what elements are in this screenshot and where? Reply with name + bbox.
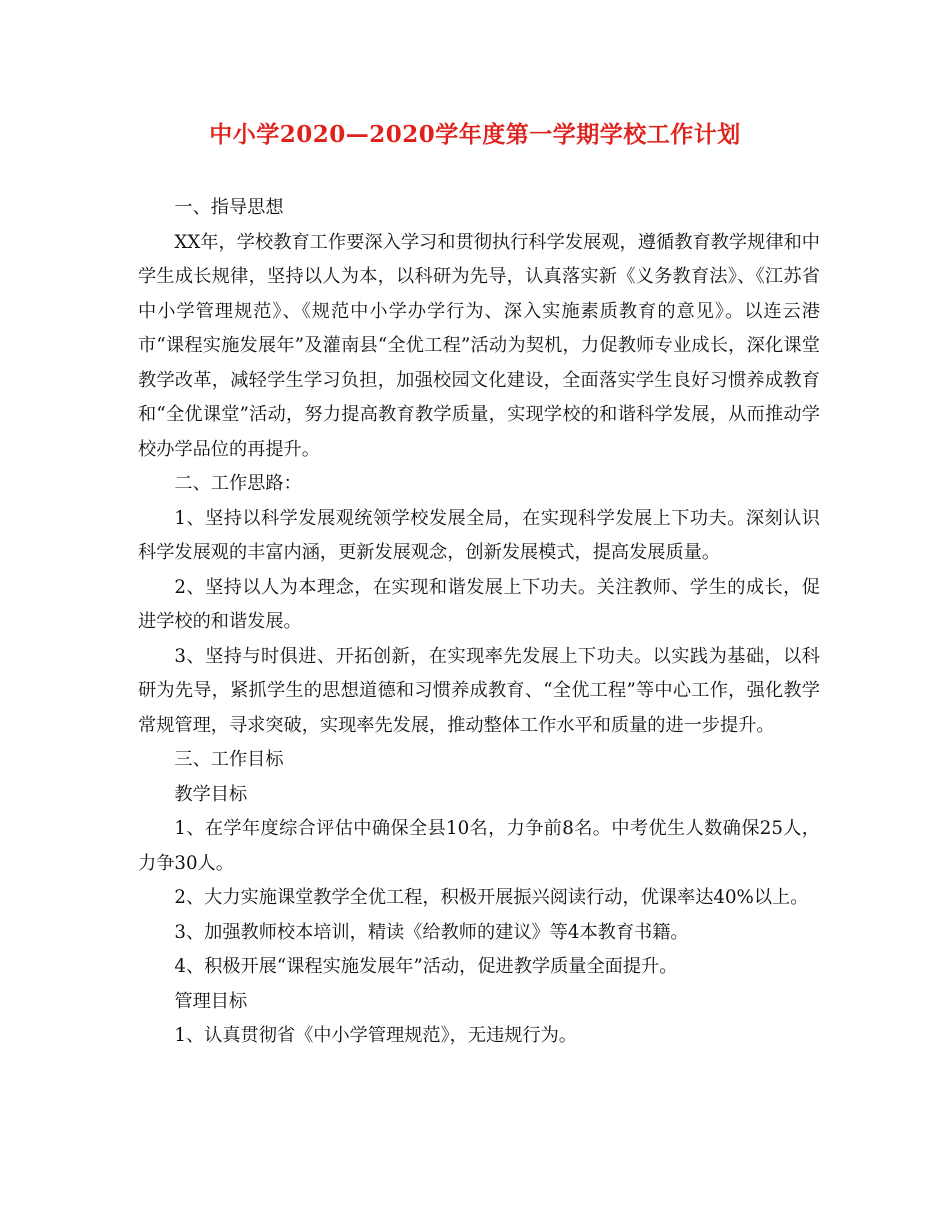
paragraph-guiding-ideology: XX年，学校教育工作要深入学习和贯彻执行科学发展观，遵循教育教学规律和中学生成长规律，坚持以人为本，以科研为先导，认真落实新《义务教育法》、《江苏省中小学管理规范》、《规范中小学办学行为、深入实施素质教育的意见》。以连云港市“课程实施发展年”及灌南县“全优工程”活动为契机，力促教师专业成长，深化课堂教学改革，减轻学生学习负担，加强校园文化建设，全面落实学生良好习惯养成教育和“全优课堂”活动，努力提高教育教学质量，实现学校的和谐科学发展，从而推动学校办学品位的再提升。 <box>138 231 820 460</box>
paragraph-approach-2: 2、坚持以人为本理念，在实现和谐发展上下功夫。关注教师、学生的成长，促进学校的和谐发展。 <box>138 576 820 632</box>
section-heading-work-approach: 二、工作思路： <box>174 473 302 494</box>
section-heading-work-goals: 三、工作目标 <box>174 749 284 770</box>
paragraph-approach-1: 1、坚持以科学发展观统领学校发展全局，在实现科学发展上下功夫。深刻认识科学发展观的丰富内涵，更新发展观念，创新发展模式，提高发展质量。 <box>138 507 820 563</box>
paragraph-teaching-goal-4: 4、积极开展“课程实施发展年”活动，促进教学质量全面提升。 <box>174 956 678 977</box>
section-heading-guiding-ideology: 一、指导思想 <box>174 197 284 218</box>
subheading-teaching-goals: 教学目标 <box>174 783 248 805</box>
paragraph-approach-3: 3、坚持与时俱进、开拓创新，在实现率先发展上下功夫。以实践为基础，以科研为先导，紧抓学生的思想道德和习惯养成教育、“全优工程”等中心工作，强化教学常规管理，寻求突破，实现率先发展，推动整体工作水平和质量的进一步提升。 <box>138 645 820 736</box>
paragraph-teaching-goal-3: 3、加强教师校本培训，精读《给教师的建议》等4本教育书籍。 <box>174 921 689 943</box>
paragraph-teaching-goal-1: 1、在学年度综合评估中确保全县10名，力争前8名。中考优生人数确保25人，力争30人。 <box>138 818 820 874</box>
paragraph-management-goal-1: 1、认真贯彻省《中小学管理规范》，无违规行为。 <box>174 1025 577 1046</box>
document-title: 中小学2020—2020学年度第一学期学校工作计划 <box>209 121 741 148</box>
paragraph-teaching-goal-2: 2、大力实施课堂教学全优工程，积极开展振兴阅读行动，优课率达40%以上。 <box>174 887 809 908</box>
subheading-management-goals: 管理目标 <box>174 990 248 1012</box>
document-body <box>138 191 820 1054</box>
